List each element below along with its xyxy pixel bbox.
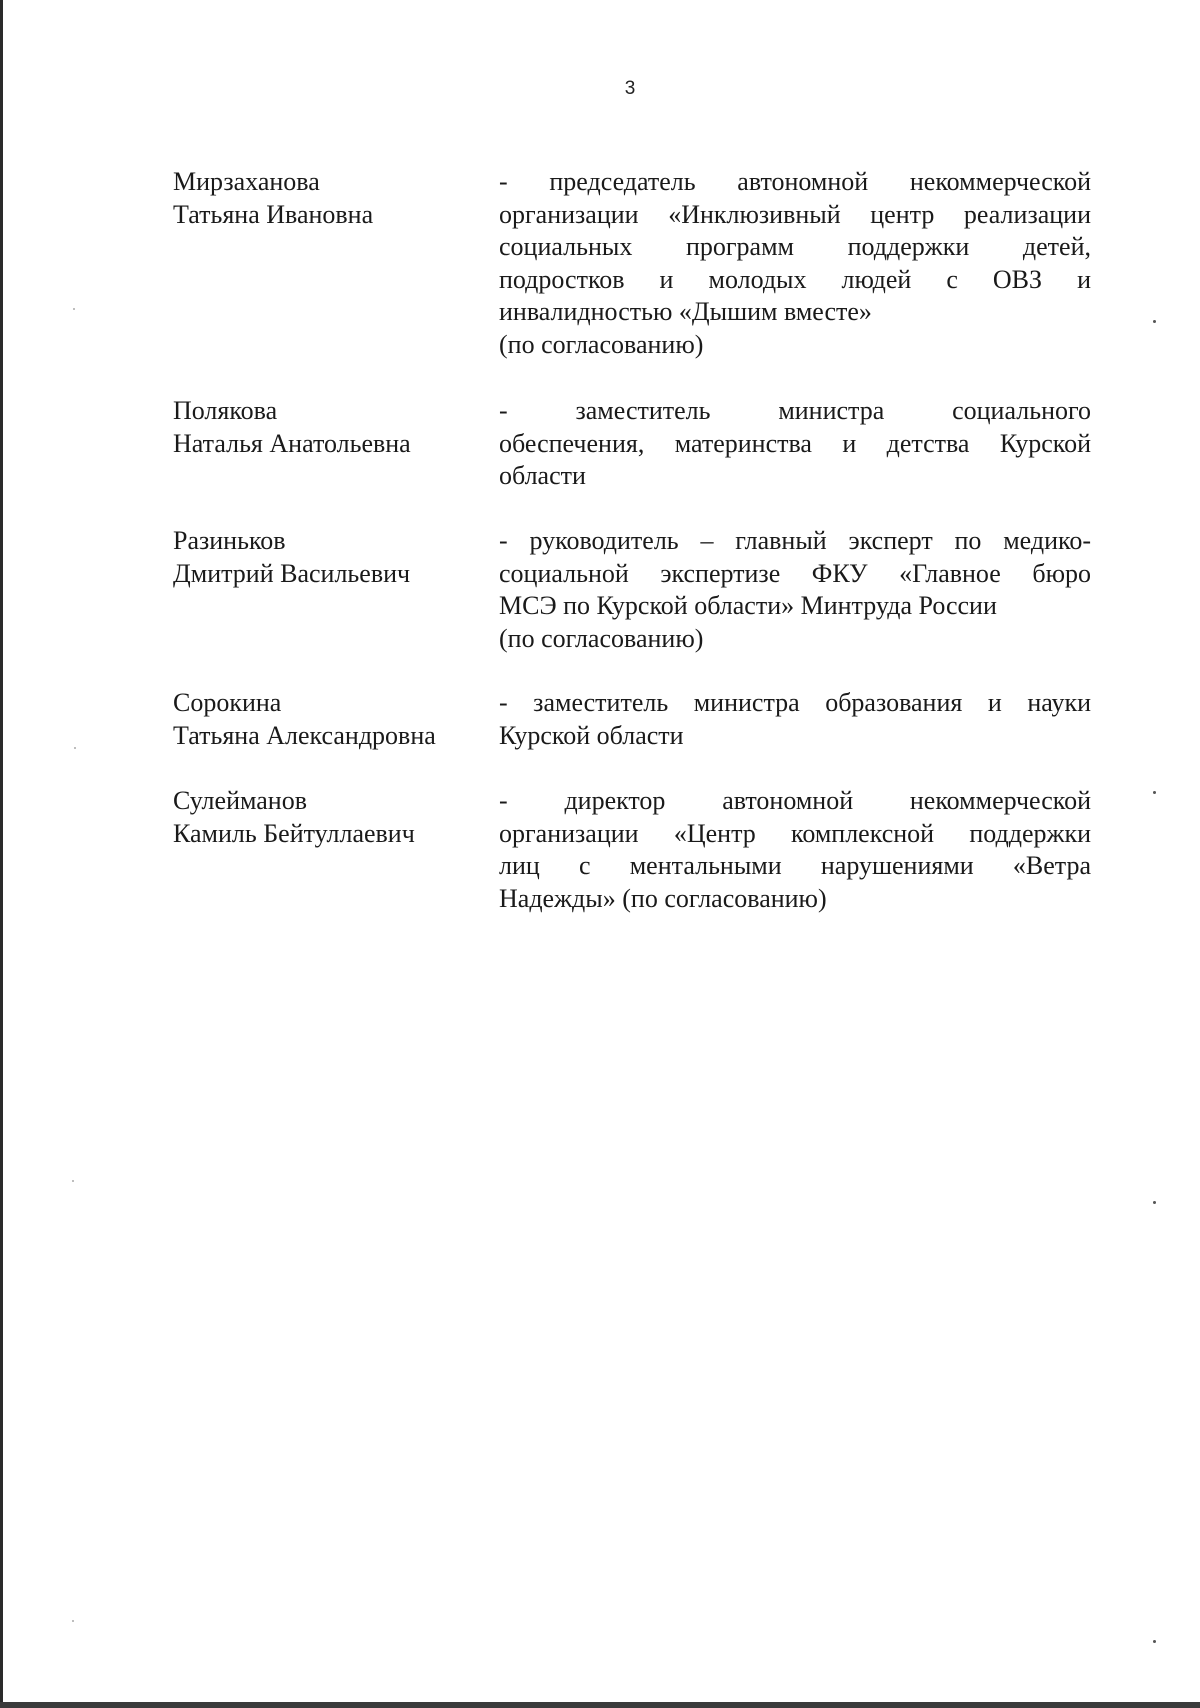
description-line: социальной экспертизе ФКУ «Главное бюро (499, 558, 1091, 588)
member-description (499, 785, 1091, 915)
member-description (499, 687, 1091, 752)
description-line: - директор автономной некоммерческой (499, 786, 1091, 815)
description-line: инвалидностью «Дышим вместе» (499, 297, 872, 326)
description-line: Курской области (499, 720, 684, 750)
description-line: Надежды» (по согласованию) (499, 883, 827, 913)
scan-speck (1153, 791, 1156, 794)
page-number: 3 (624, 78, 636, 99)
member-description (499, 166, 1091, 361)
description-line: (по согласованию) (499, 623, 704, 653)
description-line: обеспечения, материнства и детства Курской (499, 428, 1091, 458)
description-line: организации «Инклюзивный центр реализации (499, 199, 1091, 229)
member-description (499, 525, 1091, 655)
description-line: области (499, 461, 586, 490)
description-line: - заместитель министра социального (499, 396, 1091, 425)
description-line: организации «Центр комплексной поддержки (499, 818, 1091, 848)
description-line: - председатель автономной некоммерческой (499, 167, 1091, 196)
scan-speck (1153, 320, 1156, 323)
scan-speck (72, 1620, 74, 1622)
scan-speck (1153, 1640, 1156, 1643)
description-line: - заместитель министра образования и науки (499, 688, 1091, 717)
description-line: МСЭ по Курской области» Минтруда России (499, 591, 997, 620)
scan-speck (74, 747, 76, 749)
description-line: подростков и молодых людей с ОВЗ и (499, 264, 1091, 294)
scan-speck (73, 308, 75, 310)
scan-speck (72, 1180, 74, 1182)
description-line: (по согласованию) (499, 329, 704, 359)
member-description (499, 395, 1091, 493)
scan-left-edge (0, 0, 3, 1708)
member-name: Полякова Наталья Анатольевна (173, 396, 411, 458)
member-name: Сорокина Татьяна Александровна (173, 688, 436, 750)
scan-bottom-edge (0, 1702, 1200, 1708)
member-name: Сулейманов Камиль Бейтуллаевич (173, 786, 415, 848)
description-line: - руководитель – главный эксперт по медико- (499, 526, 1091, 555)
description-line: лиц с ментальными нарушениями «Ветра (499, 851, 1091, 880)
member-name: Разиньков Дмитрий Васильевич (173, 526, 411, 588)
description-line: социальных программ поддержки детей, (499, 232, 1091, 261)
scan-speck (1153, 1201, 1156, 1204)
member-name: Мирзаханова Татьяна Ивановна (173, 167, 374, 229)
